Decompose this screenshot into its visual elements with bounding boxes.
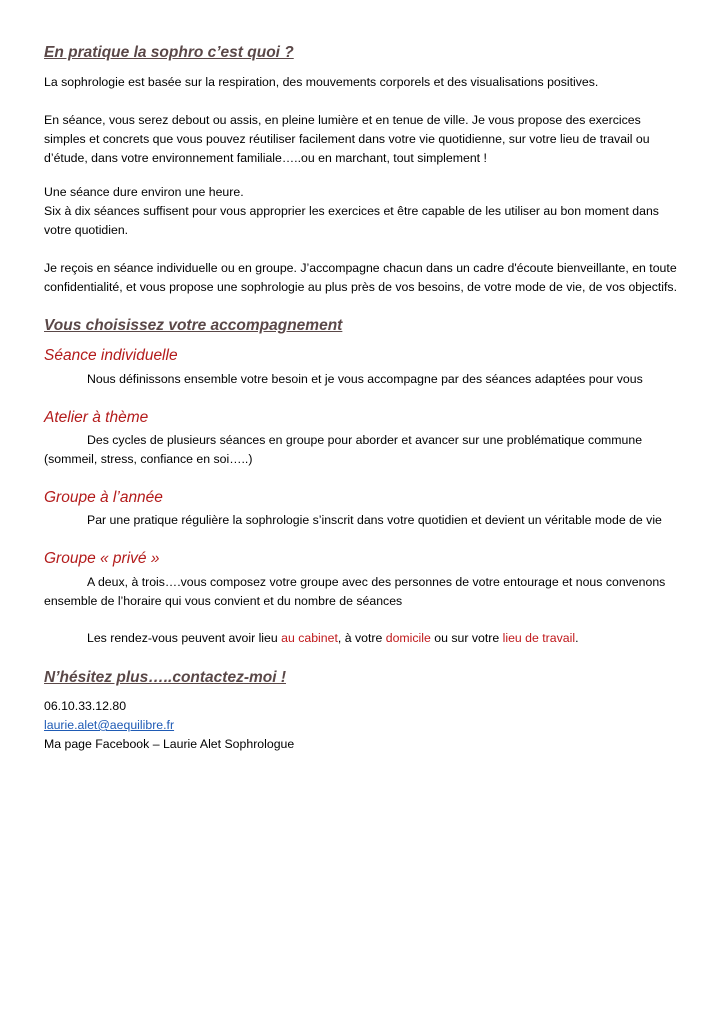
- paragraph-intro: La sophrologie est basée sur la respiration, des mouvements corporels et des visualisations positives.: [44, 75, 599, 89]
- contact-email-link[interactable]: laurie.alet@aequilibre.fr: [44, 718, 175, 732]
- contact-email-line: [44, 716, 684, 735]
- offer-title-groupe-prive: Groupe « privé »: [44, 550, 160, 567]
- lieux-mid1: , à votre: [337, 631, 386, 645]
- paragraph-accueil: Je reçois en séance individuelle ou en groupe. J’accompagne chacun dans un cadre d'écoute bienveillante, en toute confidentialité, et vous propose une sophrologie au plus près de vos besoins, de votre mode de vie, de vos objectifs.: [44, 261, 677, 294]
- paragraph-lieux: [44, 629, 684, 648]
- contact-phone[interactable]: 06.10.33.12.80: [44, 699, 127, 713]
- offer-text-groupe-annee: Par une pratique régulière la sophrologie s’inscrit dans votre quotidien et devient un véritable mode de vie: [87, 513, 662, 527]
- offer-title-atelier: Atelier à thème: [44, 409, 149, 426]
- lieu-travail: lieu de travail: [502, 631, 576, 645]
- offer-text-groupe-prive: A deux, à trois….vous composez votre groupe avec des personnes de votre entourage et nous convenons ensemble de l’horaire qui vous convient et du nombre de séances: [44, 575, 666, 608]
- paragraph-duree-line1: Une séance dure environ une heure.: [44, 185, 244, 199]
- lieu-domicile: domicile: [385, 631, 431, 645]
- lieux-mid2: ou sur votre: [430, 631, 503, 645]
- offer-text-individuelle: Nous définissons ensemble votre besoin et je vous accompagne par des séances adaptées pour vous: [87, 372, 643, 386]
- offer-text-atelier: Des cycles de plusieurs séances en groupe pour aborder et avancer sur une problématique commune (sommeil, stress, confiance en soi…..): [44, 433, 643, 466]
- lieux-suffix: .: [575, 631, 579, 645]
- offer-title-groupe-annee: Groupe à l’année: [44, 489, 163, 506]
- section-heading-pratique: En pratique la sophro c’est quoi ?: [44, 44, 294, 61]
- paragraph-seance: En séance, vous serez debout ou assis, en pleine lumière et en tenue de ville. Je vous propose des exercices simples et concrets que vous pouvez réutiliser facilement dans votre vie quotidienne, sur votre lieu de travail ou d’étude, dans votre environnement familiale…..ou en marchant, tout simplement !: [44, 113, 650, 165]
- section-heading-contact: N’hésitez plus…..contactez-moi !: [44, 669, 287, 686]
- lieu-cabinet: au cabinet: [281, 631, 338, 645]
- lieux-prefix: Les rendez-vous peuvent avoir lieu: [87, 631, 282, 645]
- offer-title-individuelle: Séance individuelle: [44, 347, 178, 364]
- section-heading-accompagnement: Vous choisissez votre accompagnement: [44, 317, 343, 334]
- contact-facebook[interactable]: Ma page Facebook – Laurie Alet Sophrologue: [44, 737, 295, 751]
- paragraph-duree-line2: Six à dix séances suffisent pour vous approprier les exercices et être capable de les utiliser au bon moment dans votre quotidien.: [44, 204, 659, 237]
